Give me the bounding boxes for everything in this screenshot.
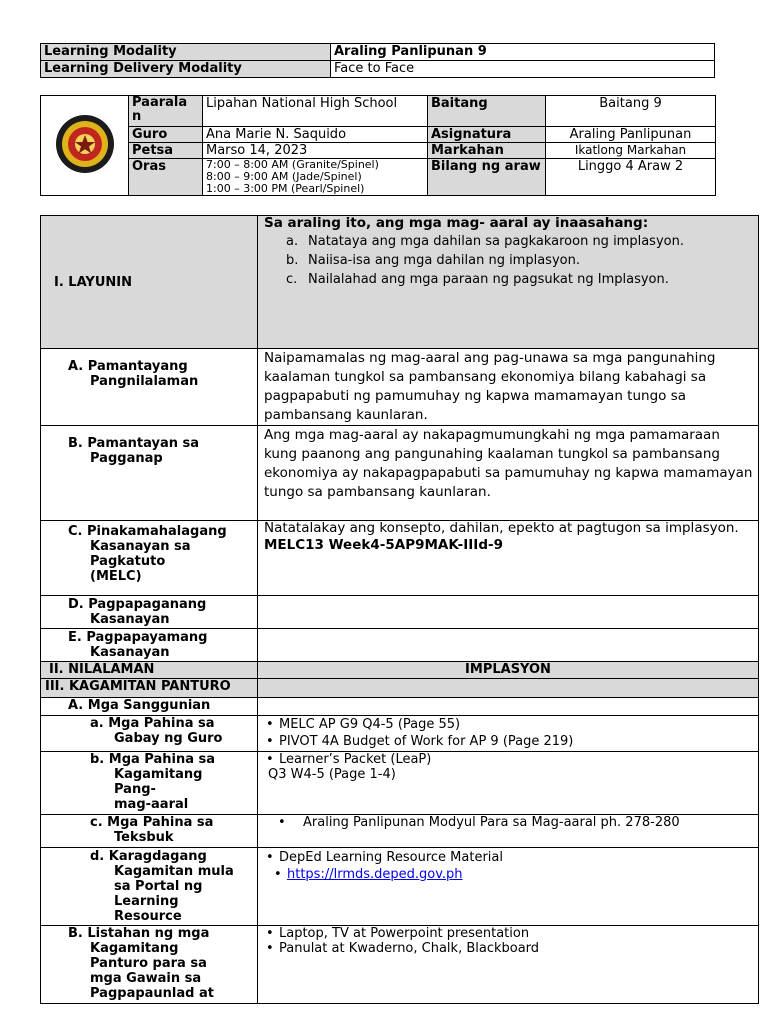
asignatura-value: Araling Panlipunan xyxy=(546,127,716,143)
oras-line: 8:00 – 9:00 AM (Jade/Spinel) xyxy=(206,170,362,183)
kagamitan-panturo-value xyxy=(258,679,759,698)
pagpapaganang-kasanayan-value xyxy=(258,596,759,629)
bilang-value: Linggo 4 Araw 2 xyxy=(546,159,716,196)
list-item: • DepEd Learning Resource Material xyxy=(266,849,755,866)
modality-table xyxy=(40,43,715,78)
sanggunian-value xyxy=(258,698,759,716)
list-item: c. Nailalahad ang mga paraan ng pagsukat ng Implasyon. xyxy=(286,272,669,287)
list-item: • Laptop, TV at Powerpoint presentation xyxy=(266,926,755,941)
paaralan-value: Lipahan National High School xyxy=(203,96,428,127)
list-item: • MELC AP G9 Q4-5 (Page 55) xyxy=(266,716,755,733)
baitang-value: Baitang 9 xyxy=(546,96,716,127)
bilang-label: Bilang ng araw xyxy=(428,159,546,196)
baitang-label: Baitang xyxy=(428,96,546,127)
layunin-content xyxy=(258,216,759,349)
pagpapaganang-kasanayan-label: D. Pagpapaganang Kasanayan xyxy=(41,596,258,629)
teksbuk-label: c. Mga Pahina sa Teksbuk xyxy=(41,815,258,848)
kagamitang-mag-aaral-label: b. Mga Pahina sa Kagamitang Pang- mag-aaral xyxy=(41,752,258,815)
list-item: • Araling Panlipunan Modyul Para sa Mag-aaral ph. 278-280 xyxy=(278,815,755,830)
list-item: • Learner’s Packet (LeaP) xyxy=(266,752,755,767)
asignatura-label: Asignatura xyxy=(428,127,546,143)
nilalaman-label: II. NILALAMAN xyxy=(41,662,258,679)
school-seal-logo xyxy=(54,113,116,175)
list-item: • Panulat at Kwaderno, Chalk, Blackboard xyxy=(266,941,755,956)
nilalaman-value: IMPLASYON xyxy=(258,662,759,679)
melc-value xyxy=(258,521,759,596)
oras-label: Oras xyxy=(129,159,203,196)
gabay-guro-value xyxy=(258,716,759,752)
pagpapayamang-kasanayan-label: E. Pagpapayamang Kasanayan xyxy=(41,629,258,662)
list-item: b. Naiisa-isa ang mga dahilan ng implasyon. xyxy=(286,253,580,268)
pamantayang-pangnilalaman-label: A. Pamantayang Pangnilalaman xyxy=(41,349,258,426)
delivery-modality-value: Face to Face xyxy=(331,61,715,78)
school-seal-cell xyxy=(41,96,129,196)
guro-label: Guro xyxy=(129,127,203,143)
listahan-kagamitan-label: B. Listahan ng mga Kagamitang Panturo para sa mga Gawain sa Pagpapaunlad at xyxy=(41,926,258,1004)
learning-modality-value: Araling Panlipunan 9 xyxy=(331,44,715,61)
guro-value: Ana Marie N. Saquido xyxy=(203,127,428,143)
kagamitang-mag-aaral-list xyxy=(266,752,755,767)
list-item xyxy=(266,866,755,883)
markahan-value: Ikatlong Markahan xyxy=(546,143,716,159)
markahan-label: Markahan xyxy=(428,143,546,159)
portal-learning-resource-list xyxy=(266,849,755,883)
lesson-plan-table xyxy=(40,215,759,1004)
layunin-label: I. LAYUNIN xyxy=(41,216,258,349)
kagamitan-panturo-label: III. KAGAMITAN PANTURO xyxy=(41,679,258,698)
oras-value xyxy=(203,159,428,196)
kagamitang-mag-aaral-detail: Q3 W4-5 (Page 1-4) xyxy=(268,767,396,782)
teksbuk-value xyxy=(258,815,759,848)
teksbuk-list xyxy=(278,815,755,830)
oras-line: 7:00 – 8:00 AM (Granite/Spinel) xyxy=(206,158,379,171)
listahan-kagamitan-value xyxy=(258,926,759,1004)
school-info-table xyxy=(40,95,716,196)
delivery-modality-label: Learning Delivery Modality xyxy=(41,61,331,78)
kagamitang-mag-aaral-value xyxy=(258,752,759,815)
portal-learning-resource-value xyxy=(258,848,759,926)
pamantayan-pagganap-label: B. Pamantayan sa Pagganap xyxy=(41,426,258,521)
learning-modality-label: Learning Modality xyxy=(41,44,331,61)
pamantayan-pagganap-value: Ang mga mag-aaral ay nakapagmumungkahi ng mga pamamaraan kung paanong ang pangunahing kaalaman tungkol sa pambansang ekonomiya ay nakapagpapabuti sa pamumuhay ng kapwa mamamayan tungo sa pambansang kaunlaran. xyxy=(258,426,759,521)
layunin-intro: Sa araling ito, ang mga mag- aaral ay inaasahang: xyxy=(264,215,649,231)
portal-learning-resource-label: d. Karagdagang Kagamitan mula sa Portal ng Learning Resource xyxy=(41,848,258,926)
melc-description: Natatalakay ang konsepto, dahilan, epekto at pagtugon sa implasyon. xyxy=(264,520,739,536)
layunin-list xyxy=(264,232,755,289)
melc-label: C. Pinakamahalagang Kasanayan sa Pagkatuto (MELC) xyxy=(41,521,258,596)
oras-line: 1:00 – 3:00 PM (Pearl/Spinel) xyxy=(206,182,365,195)
listahan-kagamitan-list xyxy=(266,926,755,956)
gabay-guro-label: a. Mga Pahina sa Gabay ng Guro xyxy=(41,716,258,752)
melc-code: MELC13 Week4-5AP9MAK-IIId-9 xyxy=(264,537,503,553)
paaralan-label: Paarala n xyxy=(129,96,203,127)
lrmds-link[interactable]: https://lrmds.deped.gov.ph xyxy=(287,867,463,882)
petsa-value: Marso 14, 2023 xyxy=(203,143,428,159)
pagpapayamang-kasanayan-value xyxy=(258,629,759,662)
list-item: • PIVOT 4A Budget of Work for AP 9 (Page 219) xyxy=(266,733,755,750)
petsa-label: Petsa xyxy=(129,143,203,159)
pamantayang-pangnilalaman-value: Naipamamalas ng mag-aaral ang pag-unawa sa mga pangunahing kaalaman tungkol sa pambansang ekonomiya bilang kabahagi sa pagpapabuti ng pamumuhay ng kapwa mamamayan tungo sa pambansang kaunlaran. xyxy=(258,349,759,426)
list-item: a. Natataya ang mga dahilan sa pagkakaroon ng implasyon. xyxy=(286,234,684,249)
gabay-guro-list xyxy=(266,716,755,750)
sanggunian-label: A. Mga Sanggunian xyxy=(41,698,258,716)
